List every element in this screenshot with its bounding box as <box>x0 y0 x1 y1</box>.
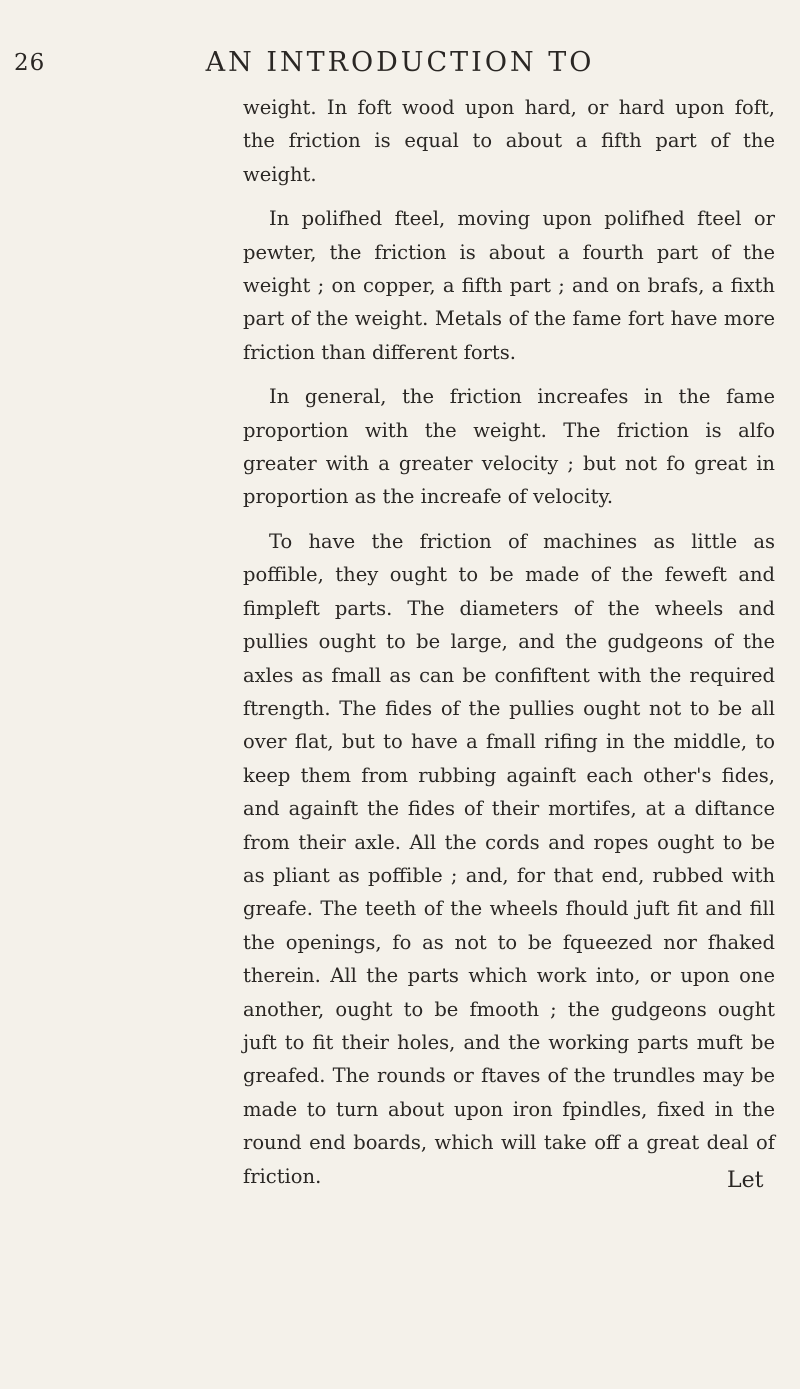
running-title: AN INTRODUCTION TO <box>205 47 595 78</box>
paragraph-3: In general, the friction increafes in the fame proportion with the weight. The friction is alfo greater with a greater velocity ; but not fo great in proportion as the increafe of velocity. <box>243 385 775 509</box>
body-text <box>243 91 775 1193</box>
page-number: 26 <box>14 50 46 76</box>
paragraph-2: In polifhed fteel, moving upon polifhed fteel or pewter, the friction is about a fourth part of the weight ; on copper, a fifth part ; and on brafs, a fixth part of the weight. Metals of the fame fort have more friction than different forts. <box>243 207 775 364</box>
paragraph-4: To have the friction of machines as little as poffible, they ought to be made of the feweft and fimpleft parts. The diameters of the wheels and pullies ought to be large, and the gudgeons of the axles as fmall as can be confiftent with the required ftrength. The fides of the pullies ought not to be all over flat, but to have a fmall rifing in the middle, to keep them from rubbing againft each other's fides, and againft the fides of their mortifes, at a diftance from their axle. All the cords and ropes ought to be as pliant as poffible ; and, for that end, rubbed with greafe. The teeth of the wheels fhould juft fit and fill the openings, fo as not to be fqueezed nor fhaked therein. All the parts which work into, or upon one another, ought to be fmooth ; the gudgeons ought juft to fit their holes, and the working parts muft be greafed. The rounds or ftaves of the trundles may be made to turn about upon iron fpindles, fixed in the round end boards, which will take off a great deal of friction. <box>243 529 775 1188</box>
catchword: Let <box>727 1168 764 1193</box>
paragraph-1: weight. In foft wood upon hard, or hard upon foft, the friction is equal to about a fifth part of the weight. <box>243 96 775 186</box>
